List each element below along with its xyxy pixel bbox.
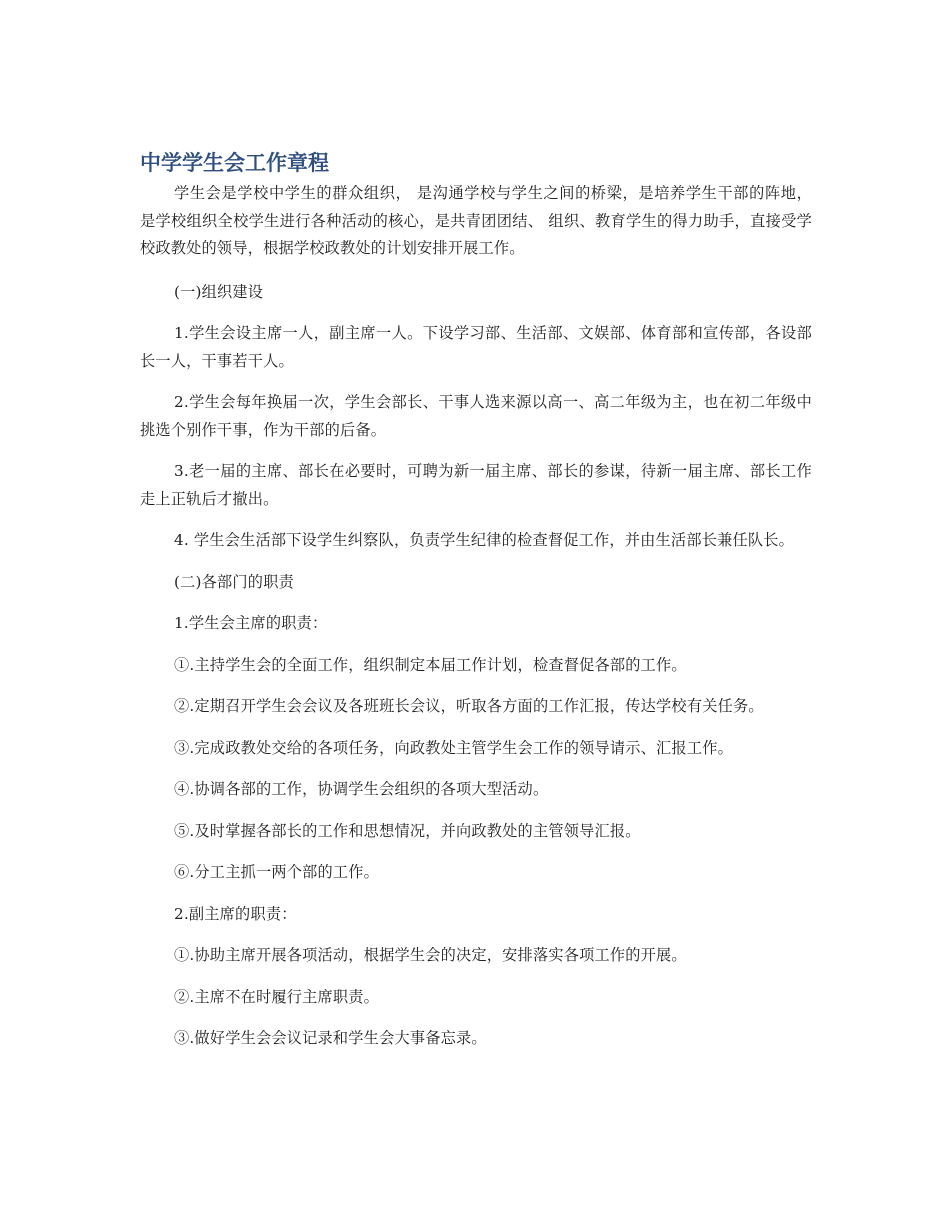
intro-paragraph: 学生会是学校中学生的群众组织， 是沟通学校与学生之间的桥梁，是培养学生干部的阵地， 是学校组织全校学生进行各种活动的核心，是共青团团结、 组织、教育学生的得力助手，直接受学校政教处的领导，根据学校政教处的计划安排开展工作。: [140, 184, 812, 257]
paragraph: 2.学生会每年换届一次，学生会部长、干事人选来源以高一、高二年级为主，也在初二年级中挑选个别作干事，作为干部的后备。: [140, 393, 812, 439]
section-heading-duties: (二)各部门的职责: [174, 572, 294, 591]
document-title: 中学学生会工作章程: [140, 151, 329, 175]
paragraph: 3.老一届的主席、部长在必要时，可聘为新一届主席、部长的参谋，待新一届主席、部长工作走上正轨后才撤出。: [140, 462, 812, 508]
paragraph: 4. 学生会生活部下设学生纠察队，负责学生纪律的检查督促工作，并由生活部长兼任队长。: [174, 531, 795, 549]
list-item: ①.协助主席开展各项活动，根据学生会的决定，安排落实各项工作的开展。: [174, 946, 687, 964]
list-item: ③.完成政教处交给的各项任务，向政教处主管学生会工作的领导请示、汇报工作。: [174, 738, 733, 757]
subheading-chairman-duties: 1.学生会主席的职责：: [174, 614, 328, 632]
list-item: ④.协调各部的工作，协调学生会组织的各项大型活动。: [174, 780, 549, 798]
list-item: ②.定期召开学生会会议及各班班长会议，听取各方面的工作汇报，传达学校有关任务。: [174, 697, 764, 715]
list-item: ①.主持学生会的全面工作，组织制定本届工作计划，检查督促各部的工作。: [174, 655, 687, 674]
list-item: ②.主席不在时履行主席职责。: [174, 987, 380, 1006]
list-item: ③.做好学生会会议记录和学生会大事备忘录。: [174, 1029, 487, 1047]
document-page: [140, 148, 812, 1067]
list-item: ⑥.分工主抓一两个部的工作。: [174, 863, 380, 881]
list-item: ⑤.及时掌握各部长的工作和思想情况，并向政教处的主管领导汇报。: [174, 821, 641, 840]
paragraph: 1.学生会设主席一人，副主席一人。下设学习部、生活部、文娱部、体育部和宣传部，各设部长一人，干事若干人。: [140, 324, 812, 370]
subheading-vice-chairman-duties: 2.副主席的职责：: [174, 904, 297, 923]
section-heading-organization: (一)组织建设: [174, 282, 264, 301]
